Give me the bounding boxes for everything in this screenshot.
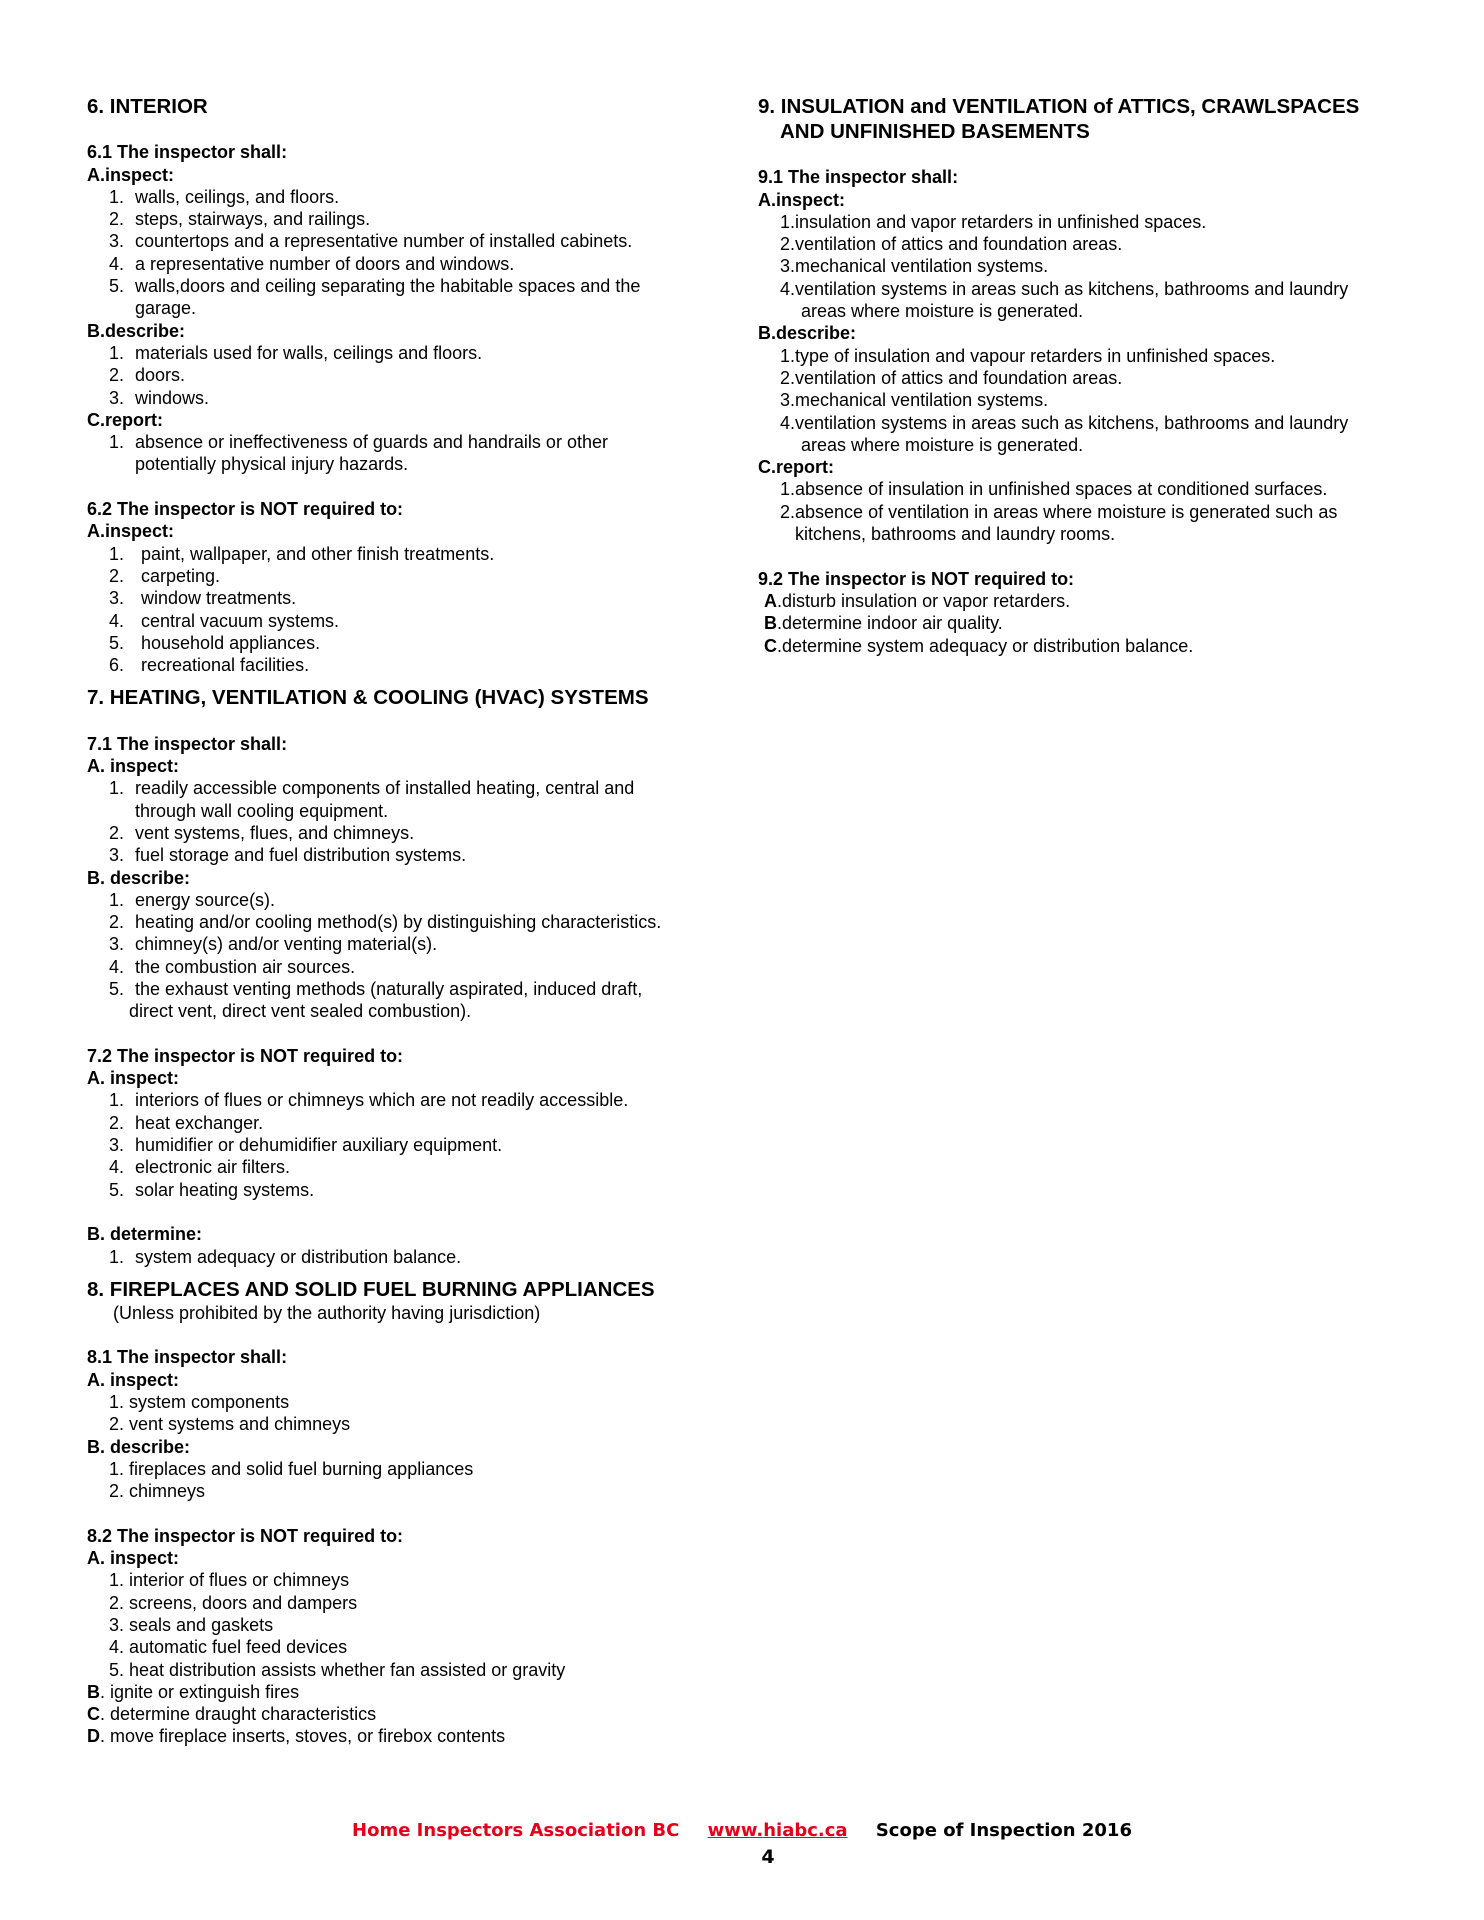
s82-c-item: C. determine draught characteristics	[87, 1704, 377, 1725]
section-7-1-heading: 7.1 The inspector shall:	[87, 733, 288, 754]
s82-d-item: D. move fireplace inserts, stoves, or firebox contents	[87, 1726, 506, 1747]
section-8-1-heading: 8.1 The inspector shall:	[87, 1347, 288, 1368]
list-item-continuation: areas where moisture is generated.	[801, 434, 1084, 455]
s91-a-label: A.inspect:	[758, 189, 846, 210]
list-item: 1.insulation and vapor retarders in unfinished spaces.	[780, 211, 1207, 232]
s92-b-item: B.determine indoor air quality.	[764, 613, 1003, 634]
list-item: 5. heat distribution assists whether fan assisted or gravity	[109, 1659, 566, 1680]
list-item: 5. solar heating systems.	[109, 1179, 315, 1200]
list-item: 5. walls,doors and ceiling separating the habitable spaces and the	[109, 276, 641, 297]
right-column	[758, 94, 1418, 657]
list-item: 3. countertops and a representative number of installed cabinets.	[109, 231, 633, 252]
list-item: 1.absence of insulation in unfinished spaces at conditioned surfaces.	[780, 479, 1328, 500]
s91-b-label: B.describe:	[758, 323, 857, 344]
list-item: 1. materials used for walls, ceilings and floors.	[109, 342, 483, 363]
list-item: 3. windows.	[109, 387, 210, 408]
list-item: 1. interiors of flues or chimneys which are not readily accessible.	[109, 1090, 629, 1111]
s82-b-item: B. ignite or extinguish fires	[87, 1681, 300, 1702]
list-item-continuation: potentially physical injury hazards.	[135, 454, 409, 475]
list-item: 1. system components	[109, 1392, 290, 1413]
list-item: 6. recreational facilities.	[109, 655, 310, 676]
list-item: 2. steps, stairways, and railings.	[109, 209, 371, 230]
section-6-title: 6. INTERIOR	[87, 95, 208, 118]
footer-scope: Scope of Inspection 2016	[875, 1820, 1132, 1841]
section-6-2-heading: 6.2 The inspector is NOT required to:	[87, 499, 404, 520]
list-item: 1. system adequacy or distribution balance.	[109, 1246, 462, 1267]
list-item: 2. screens, doors and dampers	[109, 1592, 358, 1613]
list-item: 1. readily accessible components of installed heating, central and	[109, 778, 635, 799]
list-item: 3. humidifier or dehumidifier auxiliary equipment.	[109, 1135, 503, 1156]
list-item: 2.ventilation of attics and foundation areas.	[780, 367, 1123, 388]
s81-a-label: A. inspect:	[87, 1369, 180, 1390]
list-item: 2. heat exchanger.	[109, 1112, 264, 1133]
s61-b-label: B.describe:	[87, 320, 186, 341]
section-9-2-heading: 9.2 The inspector is NOT required to:	[758, 568, 1075, 589]
list-item: 1.type of insulation and vapour retarders in unfinished spaces.	[780, 345, 1276, 366]
list-item: 3. seals and gaskets	[109, 1615, 274, 1635]
list-item: 4. central vacuum systems.	[109, 610, 340, 631]
s92-c-item: C.determine system adequacy or distribution balance.	[764, 635, 1194, 656]
section-9-1-heading: 9.1 The inspector shall:	[758, 167, 959, 188]
list-item-continuation: kitchens, bathrooms and laundry rooms.	[795, 524, 1116, 545]
list-item: 2. heating and/or cooling method(s) by distinguishing characteristics.	[109, 912, 662, 933]
list-item: 3.mechanical ventilation systems.	[780, 256, 1049, 277]
list-item: 5. household appliances.	[109, 632, 321, 653]
list-item: 2. vent systems, flues, and chimneys.	[109, 822, 415, 843]
section-8-title: 8. FIREPLACES AND SOLID FUEL BURNING APPLIANCES	[87, 1277, 655, 1301]
list-item: 4.ventilation systems in areas such as kitchens, bathrooms and laundry	[780, 412, 1349, 433]
section-9-title-line2: AND UNFINISHED BASEMENTS	[780, 120, 1090, 143]
list-item: 2. carpeting.	[109, 565, 221, 586]
list-item: 4. a representative number of doors and windows.	[109, 253, 515, 274]
s91-c-label: C.report:	[758, 457, 834, 478]
list-item: 3.mechanical ventilation systems.	[780, 390, 1049, 411]
s72-a-label: A. inspect:	[87, 1068, 180, 1089]
list-item: 1. energy source(s).	[109, 889, 276, 910]
s81-b-label: B. describe:	[87, 1436, 191, 1457]
s82-a-label: A. inspect:	[87, 1548, 180, 1569]
section-6-1-heading: 6.1 The inspector shall:	[87, 142, 288, 163]
list-item: 3. chimney(s) and/or venting material(s).	[109, 934, 438, 955]
footer-org: Home Inspectors Association BC	[352, 1820, 680, 1841]
s61-c-label: C.report:	[87, 409, 163, 430]
list-item: 1. fireplaces and solid fuel burning appliances	[109, 1458, 474, 1479]
list-item: 2. doors.	[109, 365, 186, 386]
list-item-continuation: direct vent, direct vent sealed combustion).	[129, 1001, 472, 1022]
left-column	[87, 94, 727, 1748]
s61-a-label: A.inspect:	[87, 164, 175, 185]
section-8-2-heading: 8.2 The inspector is NOT required to:	[87, 1525, 404, 1546]
list-item: 1. walls, ceilings, and floors.	[109, 186, 340, 207]
s71-a-label: A. inspect:	[87, 756, 180, 777]
section-7-title: 7. HEATING, VENTILATION & COOLING (HVAC) SYSTEMS	[87, 686, 649, 710]
list-item: 2. chimneys	[109, 1481, 206, 1502]
list-item-continuation: through wall cooling equipment.	[135, 800, 389, 821]
s72-b-label: B. determine:	[87, 1224, 203, 1245]
section-9-title: 9. INSULATION and VENTILATION of ATTICS, CRAWLSPACES	[758, 95, 1360, 118]
list-item: 2.ventilation of attics and foundation areas.	[780, 234, 1123, 255]
list-item: 3. window treatments.	[109, 588, 297, 609]
list-item: 4. automatic fuel feed devices	[109, 1637, 348, 1658]
s92-a-item: A.disturb insulation or vapor retarders.	[764, 590, 1071, 611]
list-item: 2.absence of ventilation in areas where moisture is generated such as	[780, 501, 1338, 522]
list-item: 1. paint, wallpaper, and other finish treatments.	[109, 543, 495, 564]
s62-a-label: A.inspect:	[87, 521, 175, 542]
list-item-continuation: areas where moisture is generated.	[801, 301, 1084, 322]
list-item: 3. fuel storage and fuel distribution systems.	[109, 845, 467, 866]
list-item: 2. vent systems and chimneys	[109, 1414, 351, 1435]
section-7-2-heading: 7.2 The inspector is NOT required to:	[87, 1045, 404, 1066]
list-item: 5. the exhaust venting methods (naturally aspirated, induced draft,	[109, 978, 643, 999]
list-item: 4. the combustion air sources.	[109, 956, 356, 977]
page-number: 4	[761, 1846, 775, 1868]
footer-url-link[interactable]: www.hiabc.ca	[707, 1820, 848, 1841]
list-item: 4.ventilation systems in areas such as kitchens, bathrooms and laundry	[780, 278, 1349, 299]
s71-b-label: B. describe:	[87, 867, 191, 888]
list-item: 1. absence or ineffectiveness of guards and handrails or other	[109, 432, 608, 453]
list-item-continuation: garage.	[135, 298, 197, 319]
list-item: 4. electronic air filters.	[109, 1157, 291, 1178]
section-8-note: (Unless prohibited by the authority having jurisdiction)	[113, 1302, 541, 1323]
page-footer	[0, 1820, 1484, 1841]
list-item: 1. interior of flues or chimneys	[109, 1570, 350, 1591]
